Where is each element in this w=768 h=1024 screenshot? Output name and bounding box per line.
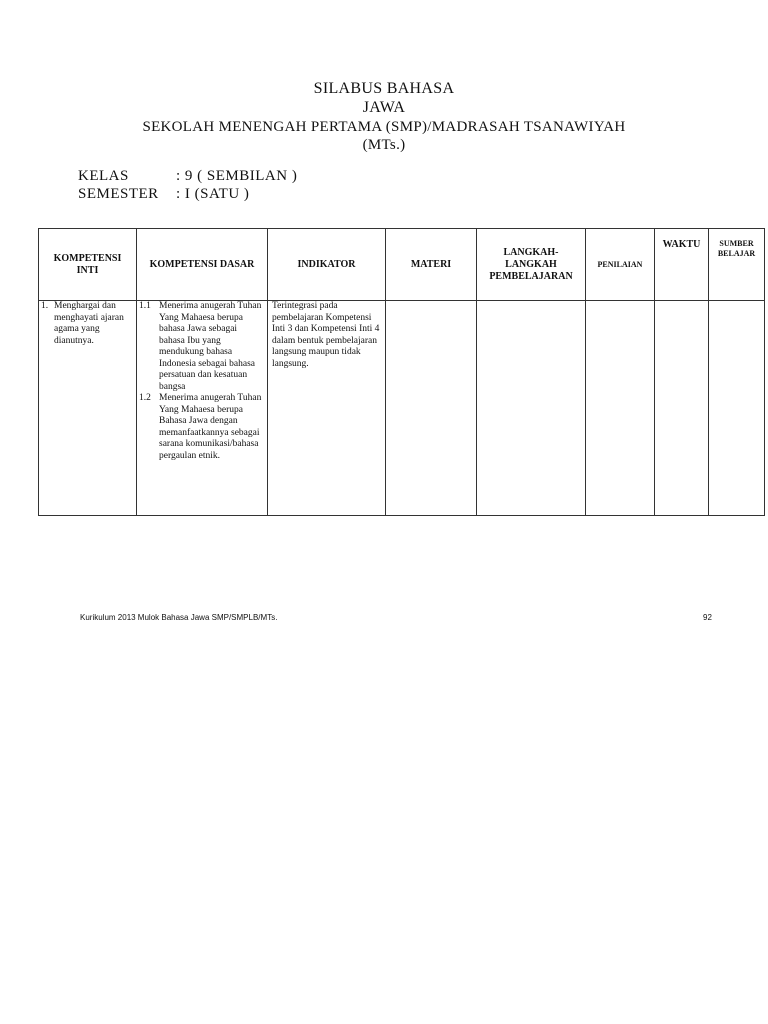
column-header-indikator: INDIKATOR <box>268 229 386 301</box>
kd-number: 1.2 <box>139 393 151 403</box>
semester-value: : I (SATU ) <box>176 186 250 202</box>
cell-indikator <box>268 301 386 516</box>
document-title-line2: JAWA <box>362 99 406 116</box>
kd-item <box>139 393 265 462</box>
kd-text: Menerima anugerah Tuhan Yang Mahaesa berupa Bahasa Jawa dengan memanfaatkannya sebagai sarana komunikasi/bahasa pergaulan etnik. <box>159 393 262 461</box>
silabus-table <box>38 228 765 516</box>
document-subtitle-line2: (MTs.) <box>362 137 406 153</box>
column-header-penilaian: PENILAIAN <box>586 229 655 301</box>
column-header-kompetensi-dasar: KOMPETENSI DASAR <box>137 229 268 301</box>
cell-materi <box>386 301 477 516</box>
column-header-langkah-pembelajaran: LANGKAH-LANGKAH PEMBELAJARAN <box>477 229 586 301</box>
document-subtitle: SEKOLAH MENENGAH PERTAMA (SMP)/MADRASAH TSANAWIYAH <box>142 119 626 135</box>
ki-number: 1. <box>41 301 49 311</box>
footer-text: Kurikulum 2013 Mulok Bahasa Jawa SMP/SMPLB/MTs. <box>80 613 278 622</box>
kelas-label: KELAS <box>78 168 129 184</box>
document-title: SILABUS BAHASA <box>313 80 455 97</box>
semester-label: SEMESTER <box>78 186 159 202</box>
cell-kompetensi-dasar <box>137 301 268 516</box>
kd-item <box>139 301 265 393</box>
cell-langkah-pembelajaran <box>477 301 586 516</box>
kelas-row <box>78 168 297 185</box>
kd-number: 1.1 <box>139 301 151 311</box>
cell-kompetensi-inti <box>39 301 137 516</box>
column-header-waktu: WAKTU <box>655 229 709 301</box>
ki-text: Menghargai dan menghayati ajaran agama yang dianutnya. <box>54 301 124 346</box>
table-header-row <box>39 229 765 301</box>
page-number: 92 <box>703 613 712 622</box>
column-header-kompetensi-inti: KOMPETENSI INTI <box>39 229 137 301</box>
cell-penilaian <box>586 301 655 516</box>
cell-waktu <box>655 301 709 516</box>
kd-text: Menerima anugerah Tuhan Yang Mahaesa berupa bahasa Jawa sebagai bahasa Ibu yang mendukung bahasa Indonesia sebagai bahasa persatuan dan kesatuan bangsa <box>159 301 262 392</box>
column-header-materi: MATERI <box>386 229 477 301</box>
semester-row <box>78 186 249 203</box>
indikator-text: Terintegrasi pada pembelajaran Kompetensi Inti 3 dan Kompetensi Inti 4 dalam bentuk pembelajaran langsung maupun tidak langsung. <box>272 301 380 369</box>
kelas-value: : 9 ( SEMBILAN ) <box>176 168 298 184</box>
cell-sumber-belajar <box>709 301 765 516</box>
table-row <box>39 301 765 516</box>
column-header-sumber-belajar: SUMBER BELAJAR <box>709 229 765 301</box>
